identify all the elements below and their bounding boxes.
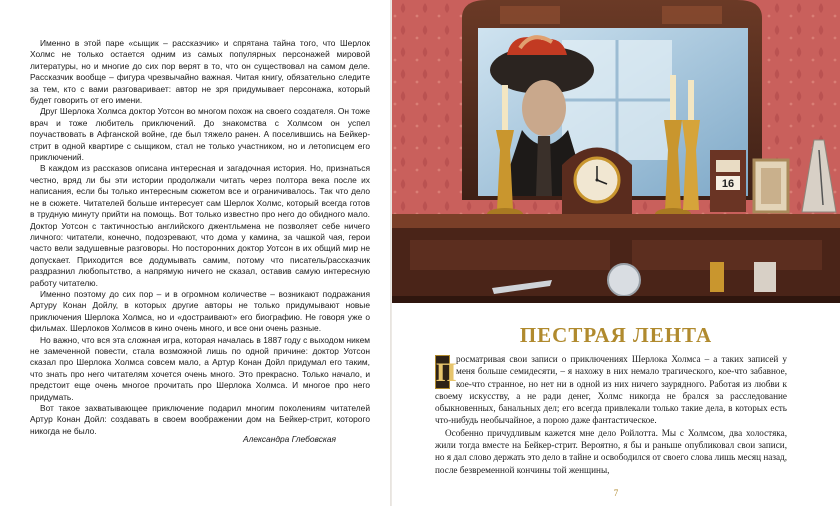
drop-cap: П — [435, 355, 450, 389]
afterword-paragraph-5: Но важно, что вся эта сложная игра, которая началась в 1887 году с выходом никем не замеченной повести, стала возможной лишь по одной причине: доктор Уотсон сказал про Шерлока Холмса совсем мало, а Артур Конан Дойл придумал его таким, что знать про него читателям хочется очень много. Это прекрасно. Только начало, и предстоит еще очень многое прочитать про Шерлока Холмса. И многое про него придумать. — [30, 334, 370, 402]
afterword-paragraph-1: Именно в этой паре «сыщик – рассказчик» и спрятана тайна того, что Шерлок Холмс не только остается одним из самых популярных персонажей мировой литературы, но и многие до сих пор верят в то, что он существовал на самом деле. Рассказчик вообще – фигура чрезвычайно важная. Читая книгу, обязательно следите за тем, кто с вами разговаривает: автор не зря придумывает персонажа, который будет говорить от его имени. — [30, 38, 370, 106]
story-paragraph-1-text: росматривая свои записи о приключениях Шерлока Холмса – а таких записей у меня больше семидесяти, – я нахожу в них немало трагического, кое-что забавное, кое-что странное, но нет ни в одной из них ничего заурядного. Работая из любви к своему искусству, а не ради денег, Холмс никогда не брался за расследование обыкновенных, банальных дел; его всегда привлекали только такие дела, в которых есть что-нибудь необычайное, а порою даже фантастическое. — [435, 354, 787, 426]
afterword-paragraph-4: Именно поэтому до сих пор – и в огромном количестве – возникают подражания Артуру Конан Дойлу, в которых другие авторы не только придумывают новые приключения Шерлока Холмса, но и «достраивают» его биографию. Не говоря уже о фильмах. Шерлоков Холмсов в кино очень много, и все они очень разные. — [30, 288, 370, 334]
story-text — [435, 353, 787, 476]
story-paragraph-1 — [435, 353, 787, 427]
desk-calendar — [710, 150, 746, 212]
mantel-shelf — [392, 214, 840, 228]
silver-ornament — [754, 262, 776, 292]
afterword-paragraph-3: В каждом из рассказов описана интересная и загадочная история. Но, признаться честно, вряд ли бы эти истории продолжали читать через полтора века после их написания, если бы только интересным сюжетом все и ограничивалось. Так что дело не в сюжете. Читателей больше интересует сам Шерлок Холмс, который всегда готов в трудную минуту прийти на помощь. Вот только известно про него до обидного мало. Доктор Уотсон с тактичностью английского джентльмена не позволяет себе ничего личного: читатели, конечно, подозревают, что дома у камина, за чашкой чая, герои часто вели задушевные разговоры. Но посторонних доктор Уотсон в их общий мир не допускает. Приходится все додумывать самим, потому что писатель/рассказчик раздразнил любопытство, а напрямую ничего не сказал, оставив самую интересную работу читателю. — [30, 163, 370, 288]
right-page — [392, 0, 840, 506]
afterword-paragraph-2: Друг Шерлока Холмса доктор Уотсон во многом похож на своего создателя. Он тоже врач и тоже любитель приключений. До знакомства с Холмсом он успел поучаствовать в Афганской войне, где был тяжело ранен. А поселившись на Бейкер-стрит в одной квартире с сыщиком, стал не только участником, но и летописцем его приключений. — [30, 106, 370, 163]
story-paragraph-2: Особенно причудливым кажется мне дело Ройлотта. Мы с Холмсом, два холостяка, жили тогда вместе на Бейкер-стрит. Вероятно, я бы и раньше опубликовал свои записи, но я дал слово держать это дело в тайне и освободился от своего слова лишь месяц назад, после безвременной кончины той женщины, — [435, 427, 787, 475]
round-object — [608, 264, 640, 296]
page-number: 7 — [613, 488, 619, 498]
calendar-date: 16 — [721, 178, 735, 190]
afterword-text — [30, 38, 370, 437]
left-page — [0, 0, 392, 506]
mantelpiece-illustration — [392, 0, 840, 303]
story-title: ПЕСТРАЯ ЛЕНТА — [519, 323, 713, 347]
author-signature: Александра Глебовская — [243, 434, 336, 444]
afterword-paragraph-6: Вот такое захватывающее приключение подарил многим поколениям читателей Артур Конан Дойл: создавать в своем воображении дом на Бейкер-стрит, которого никогда не было. — [30, 403, 370, 436]
picture-frame — [754, 160, 788, 212]
mantel-clock — [562, 148, 632, 216]
small-bell — [710, 262, 724, 292]
illustration-drawing — [392, 0, 840, 303]
